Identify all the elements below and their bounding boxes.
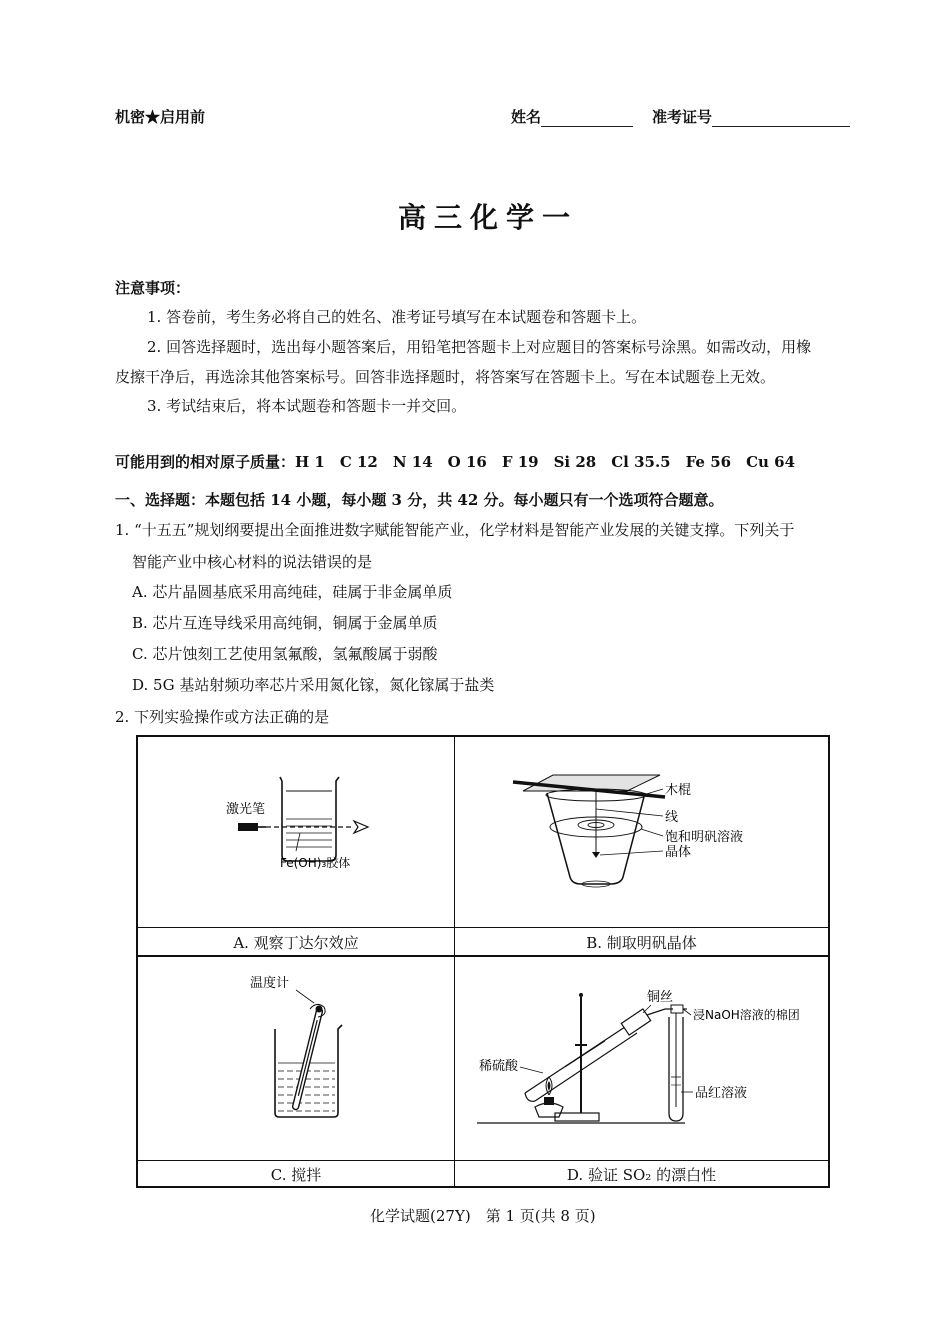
exam-id-blank xyxy=(712,126,850,127)
exam-id-field xyxy=(652,106,850,127)
page-footer: 化学试题(27Y) 第 1 页(共 8 页) xyxy=(370,1207,596,1225)
alum-solution-label: 饱和明矾溶液 xyxy=(665,830,744,845)
caption-b: B. 制取明矾晶体 xyxy=(586,934,697,952)
so2-bleaching-apparatus-drawing xyxy=(455,957,828,1160)
q1-option-b: B. 芯片互连导线采用高纯铜，铜属于金属单质 xyxy=(132,614,438,632)
notice-item-2-cont: 皮擦干净后，再选涂其他答案标号。回答非选择题时，将答案写在答题卡上。写在本试题卷上无效。 xyxy=(115,368,776,386)
thread-label: 线 xyxy=(665,810,679,825)
caption-d: D. 验证 SO₂ 的漂白性 xyxy=(566,1166,717,1184)
colloid-label: Fe(OH)₃胶体 xyxy=(280,856,351,870)
name-label: 姓名 xyxy=(511,108,542,126)
tyndall-apparatus-drawing xyxy=(138,737,454,927)
q2-stem: 2. 下列实验操作或方法正确的是 xyxy=(115,708,330,726)
magenta-solution-label: 品红溶液 xyxy=(695,1086,748,1101)
crystal-label: 晶体 xyxy=(665,845,692,860)
confidential-mark: 机密★启用前 xyxy=(115,108,206,126)
caption-a: A. 观察丁达尔效应 xyxy=(233,934,359,952)
figure-b xyxy=(455,737,828,927)
notice-item-2: 2. 回答选择题时，选出每小题答案后，用铅笔把答题卡上对应题目的答案标号涂黑。如需改动，用橡 xyxy=(147,338,812,356)
notice-item-3: 3. 考试结束后，将本试题卷和答题卡一并交回。 xyxy=(147,397,467,415)
copper-wire-label: 铜丝 xyxy=(647,990,674,1005)
section-heading: 一、选择题：本题包括 14 小题，每小题 3 分，共 42 分。每小题只有一个选项符合题意。 xyxy=(115,491,724,509)
naoh-cotton-label: 浸NaOH溶液的棉团 xyxy=(693,1008,800,1022)
thermometer-label: 温度计 xyxy=(250,976,290,991)
q1-stem-line2: 智能产业中核心材料的说法错误的是 xyxy=(132,553,373,571)
figure-a xyxy=(138,737,454,927)
notice-heading: 注意事项： xyxy=(115,279,191,297)
page-title: 高三化学一 xyxy=(398,201,579,234)
caption-c: C. 搅拌 xyxy=(270,1166,322,1184)
q1-option-c: C. 芯片蚀刻工艺使用氢氟酸，氢氟酸属于弱酸 xyxy=(132,645,438,663)
grid-row2-caption-divider xyxy=(138,1160,828,1161)
name-blank xyxy=(541,126,633,127)
q1-option-a: A. 芯片晶圆基底采用高纯硅，硅属于非金属单质 xyxy=(132,583,453,601)
dilute-sulfuric-acid-label: 稀硫酸 xyxy=(479,1059,519,1074)
figure-d xyxy=(455,957,828,1160)
name-field xyxy=(511,106,633,127)
q1-stem-line1: 1. “十五五”规划纲要提出全面推进数字赋能智能产业，化学材料是智能产业发展的关键支撑。下列关于 xyxy=(115,521,795,539)
figure-c xyxy=(138,957,454,1160)
q1-option-d: D. 5G 基站射频功率芯片采用氮化镓，氮化镓属于盐类 xyxy=(132,676,495,694)
grid-row1-caption-divider xyxy=(138,927,828,928)
alum-crystal-apparatus-drawing xyxy=(455,737,828,927)
stirring-apparatus-drawing xyxy=(138,957,454,1160)
notice-item-1: 1. 答卷前，考生务必将自己的姓名、准考证号填写在本试题卷和答题卡上。 xyxy=(147,308,647,326)
exam-id-label: 准考证号 xyxy=(652,108,713,126)
laser-pointer-label: 激光笔 xyxy=(226,802,266,817)
wooden-stick-label: 木棍 xyxy=(665,783,692,798)
q2-figure-grid xyxy=(136,735,830,1188)
atomic-mass-line: 可能用到的相对原子质量：H 1 C 12 N 14 O 16 F 19 Si 28 Cl 35.5 Fe 56 Cu 64 xyxy=(115,453,796,471)
